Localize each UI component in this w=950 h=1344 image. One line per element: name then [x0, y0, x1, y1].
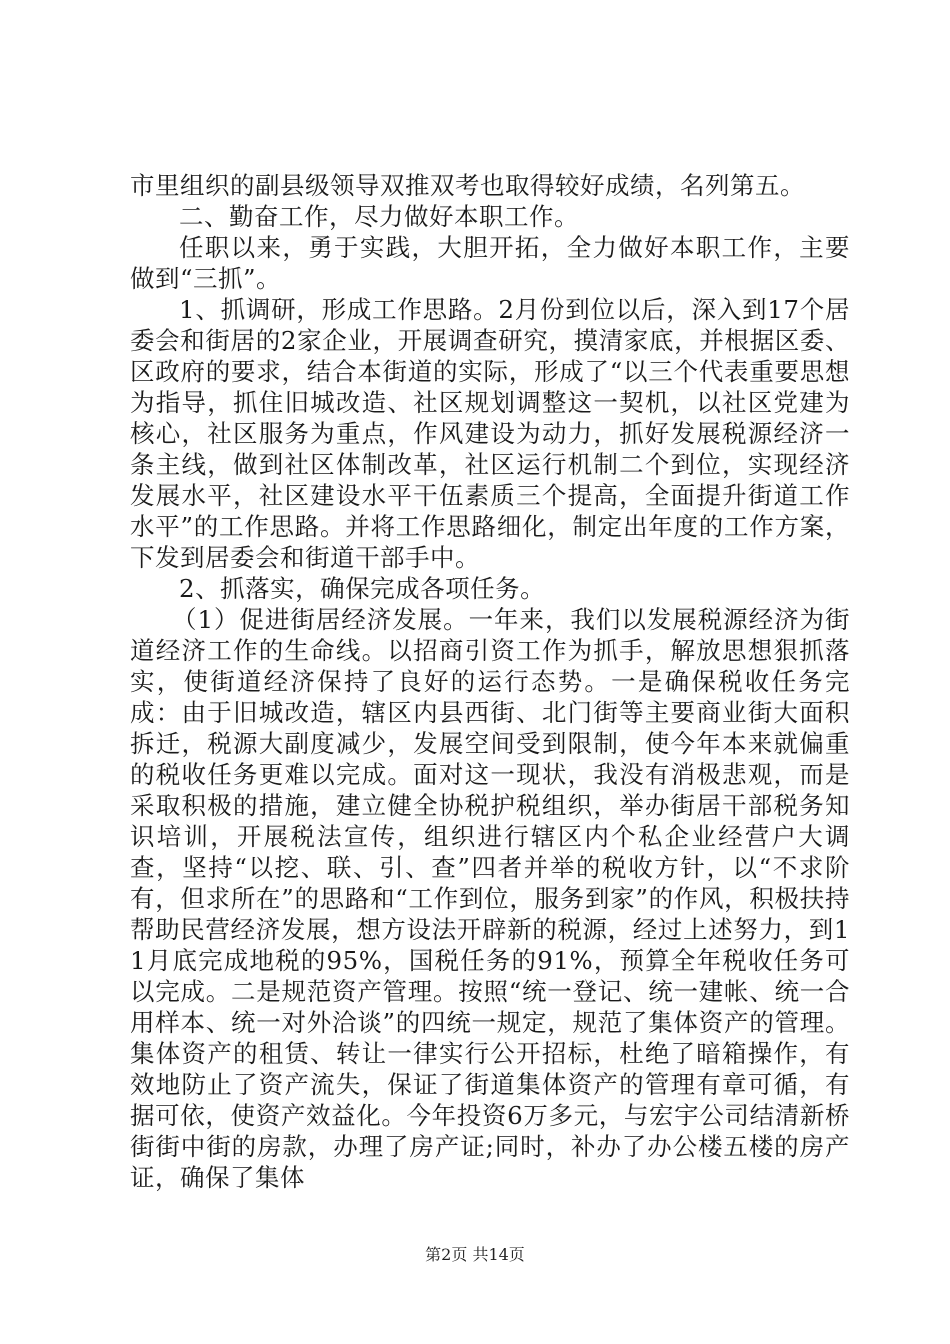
page-number-label: 第2页 共14页	[425, 1245, 525, 1264]
section-heading: 二、勤奋工作，尽力做好本职工作。	[179, 202, 579, 231]
page-footer	[0, 1245, 950, 1265]
paragraph-research: 1、抓调研，形成工作思路。2月份到位以后，深入到17个居委会和街居的2家企业，开展调查研究，摸清家底，并根据区委、区政府的要求，结合本街道的实际，形成了“以三个代表重要思想为指导，抓住旧城改造、社区规划调整这一契机，以社区党建为核心，社区服务为重点，作风建设为动力，抓好发展税源经济一条主线，做到社区体制改革，社区运行机制二个到位，实现经济发展水平，社区建设水平干伍素质三个提高，全面提升街道工作水平”的工作思路。并将工作思路细化，制定出年度的工作方案，下发到居委会和街道干部手中。	[130, 295, 850, 572]
paragraph-continuation: 市里组织的副县级领导双推双考也取得较好成绩，名列第五。	[130, 171, 805, 200]
document-body	[130, 170, 850, 1193]
paragraph-economy: （1）促进街居经济发展。一年来，我们以发展税源经济为街道经济工作的生命线。以招商引资工作为抓手，解放思想狠抓落实，使街道经济保持了良好的运行态势。一是确保税收任务完成：由于旧城改造，辖区内县西街、北门街等主要商业街大面积拆迁，税源大副度减少，发展空间受到限制，使今年本来就偏重的税收任务更难以完成。面对这一现状，我没有消极悲观，而是采取积极的措施，建立健全协税护税组织，举办街居干部税务知识培训，开展税法宣传，组织进行辖区内个私企业经营户大调查，坚持“以挖、联、引、查”四者并举的税收方针，以“不求阶有，但求所在”的思路和“工作到位，服务到家”的作风，积极扶持帮助民营经济发展，想方设法开辟新的税源，经过上述努力，到11月底完成地税的95%，国税任务的91%，预算全年税收任务可以完成。二是规范资产管理。按照“统一登记、统一建帐、统一合用样本、统一对外洽谈”的四统一规定，规范了集体资产的管理。集体资产的租赁、转让一律实行公开招标，杜绝了暗箱操作，有效地防止了资产流失，保证了街道集体资产的管理有章可循，有据可依，使资产效益化。今年投资6万多元，与宏宇公司结清新桥街街中街的房款，办理了房产证;同时，补办了办公楼五楼的房产证，确保了集体	[130, 605, 850, 1192]
paragraph-intro: 任职以来，勇于实践，大胆开拓，全力做好本职工作，主要做到“三抓”。	[130, 233, 850, 293]
paragraph-implementation: 2、抓落实，确保完成各项任务。	[179, 574, 546, 603]
